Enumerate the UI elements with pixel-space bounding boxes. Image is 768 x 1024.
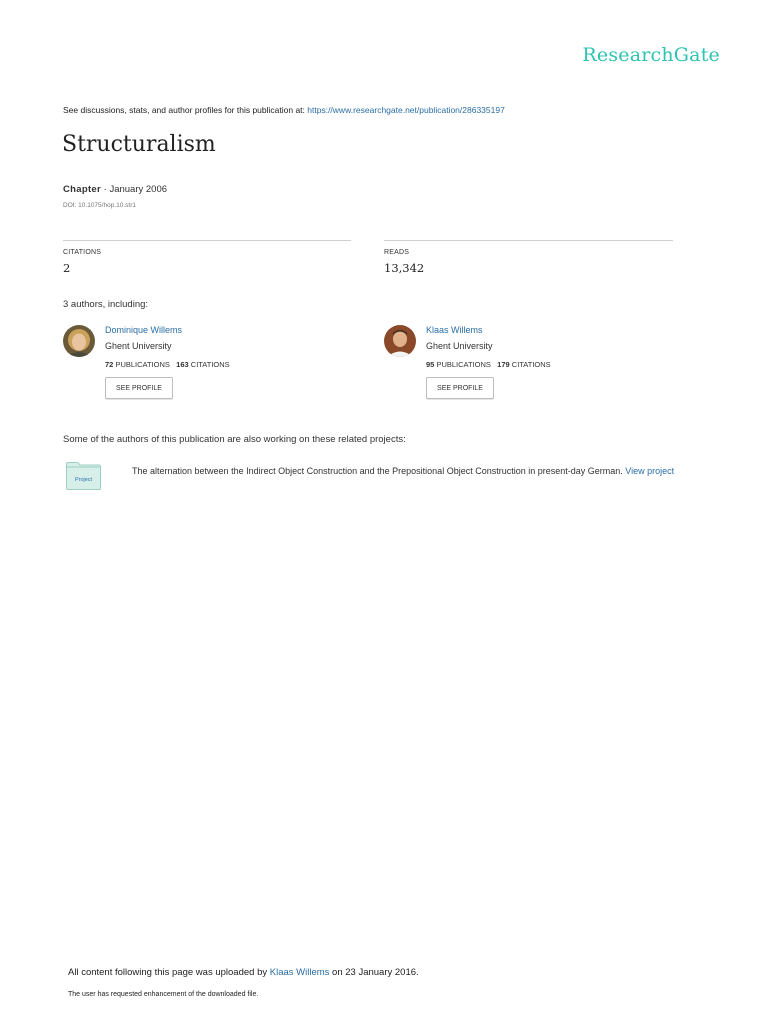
project-title: The alternation between the Indirect Object Construction and the Prepositional Object Construction in present-day German.: [132, 466, 626, 476]
author-citations-label: CITATIONS: [511, 360, 551, 369]
avatar-photo-icon: [63, 325, 95, 357]
author-institution: Ghent University: [105, 341, 172, 351]
doi-label: DOI: 10.1075/hop.10.str1: [63, 202, 136, 209]
upload-notice: [68, 967, 419, 978]
author-institution: Ghent University: [426, 341, 493, 351]
upload-prefix: All content following this page was uploaded by: [68, 967, 270, 978]
project-icon-label: Project: [74, 477, 93, 483]
view-project-link[interactable]: View project: [625, 466, 675, 476]
see-profile-button[interactable]: SEE PROFILE: [105, 377, 173, 399]
enhancement-note: The user has requested enhancement of the downloaded file.: [68, 991, 259, 998]
author-avatar[interactable]: [384, 325, 416, 357]
authors-heading: 3 authors, including:: [63, 299, 149, 310]
reads-label: READS: [384, 249, 410, 256]
reads-count: 13,342: [384, 261, 425, 275]
publication-type: Chapter: [63, 184, 101, 195]
publication-title: Structuralism: [62, 132, 216, 157]
citations-label: CITATIONS: [63, 249, 102, 256]
uploader-link[interactable]: Klaas Willems: [269, 967, 330, 978]
publications-label: PUBLICATIONS: [115, 360, 170, 369]
reads-divider: [384, 240, 673, 241]
author-name-link[interactable]: Klaas Willems: [426, 325, 483, 335]
related-projects-heading: Some of the authors of this publication are also working on these related projects:: [63, 434, 406, 445]
author-citations-label: CITATIONS: [190, 360, 230, 369]
profile-notice-text: See discussions, stats, and author profiles for this publication at:: [63, 105, 308, 115]
publication-date: January 2006: [109, 184, 168, 195]
avatar-photo-icon: [384, 325, 416, 357]
author-citations-count: 163: [176, 360, 189, 369]
project-folder-icon[interactable]: [66, 462, 101, 490]
author-stats: [105, 360, 230, 369]
separator: ·: [101, 184, 110, 195]
author-avatar[interactable]: [63, 325, 95, 357]
folder-icon: [66, 462, 101, 490]
citations-divider: [63, 240, 351, 241]
citations-count: 2: [63, 261, 71, 275]
publications-count: 95: [426, 360, 435, 369]
profile-notice: [63, 105, 505, 115]
publication-url-link[interactable]: https://www.researchgate.net/publication/286335197: [307, 105, 505, 115]
publication-type-date: [63, 184, 167, 195]
upload-suffix: on 23 January 2016.: [329, 967, 419, 978]
author-stats: [426, 360, 551, 369]
author-citations-count: 179: [497, 360, 510, 369]
project-description: [132, 463, 717, 479]
publications-label: PUBLICATIONS: [436, 360, 491, 369]
publications-count: 72: [105, 360, 114, 369]
researchgate-logo[interactable]: ResearchGate: [582, 44, 720, 66]
author-name-link[interactable]: Dominique Willems: [105, 325, 183, 335]
see-profile-button[interactable]: SEE PROFILE: [426, 377, 494, 399]
